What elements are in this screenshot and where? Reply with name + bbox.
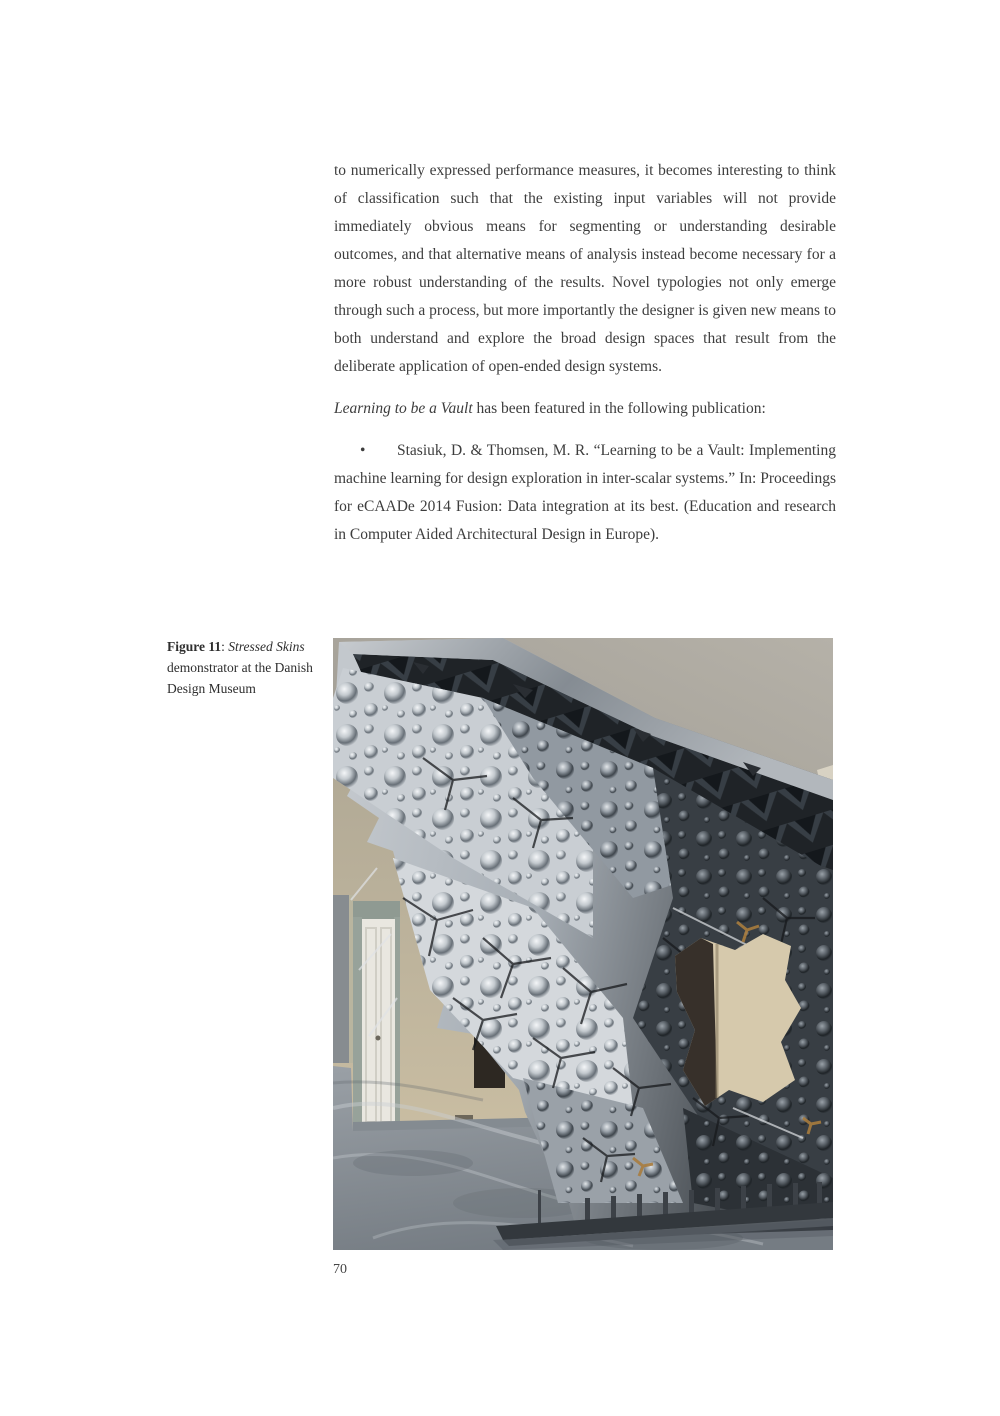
figure-caption	[167, 636, 329, 699]
figure-label-separator: :	[221, 639, 229, 654]
figure-label: Figure 11	[167, 639, 222, 654]
museum-door	[353, 901, 400, 1131]
work-title-italic: Learning to be a Vault	[334, 400, 473, 417]
structure-opening	[675, 934, 801, 1106]
featured-line-rest: has been featured in the following publication:	[472, 400, 766, 417]
citation-text: Stasiuk, D. & Thomsen, M. R. “Learning to be a Vault: Implementing machine learning for design exploration in inter-scalar systems.” In: Proceedings for eCAADe 2014 Fusion: Data integration at its best. (Education and research in Computer Aided Architectural Design in Europe).	[334, 442, 836, 543]
body-text	[334, 157, 836, 549]
paragraph-featured	[334, 395, 836, 423]
page-number: 70	[333, 1262, 347, 1277]
figure-caption-rest: demonstrator at the Danish Design Museum	[167, 660, 313, 696]
bullet-citation	[334, 437, 836, 549]
figure-title: Stressed Skins	[228, 639, 305, 654]
paragraph-main: to numerically expressed performance measures, it becomes interesting to think of classification such that the existing input variables will not provide immediately obvious means for segmenting or understanding desirable outcomes, and that alternative means of analysis instead become necessary for a more robust understanding of the results. Novel typologies not only emerge through such a process, but more importantly the designer is given new means to both understand and explore the broad design spaces that result from the deliberate application of open-ended design systems.	[334, 162, 836, 375]
bullet-marker: •	[360, 442, 366, 459]
figure-image	[333, 638, 833, 1250]
